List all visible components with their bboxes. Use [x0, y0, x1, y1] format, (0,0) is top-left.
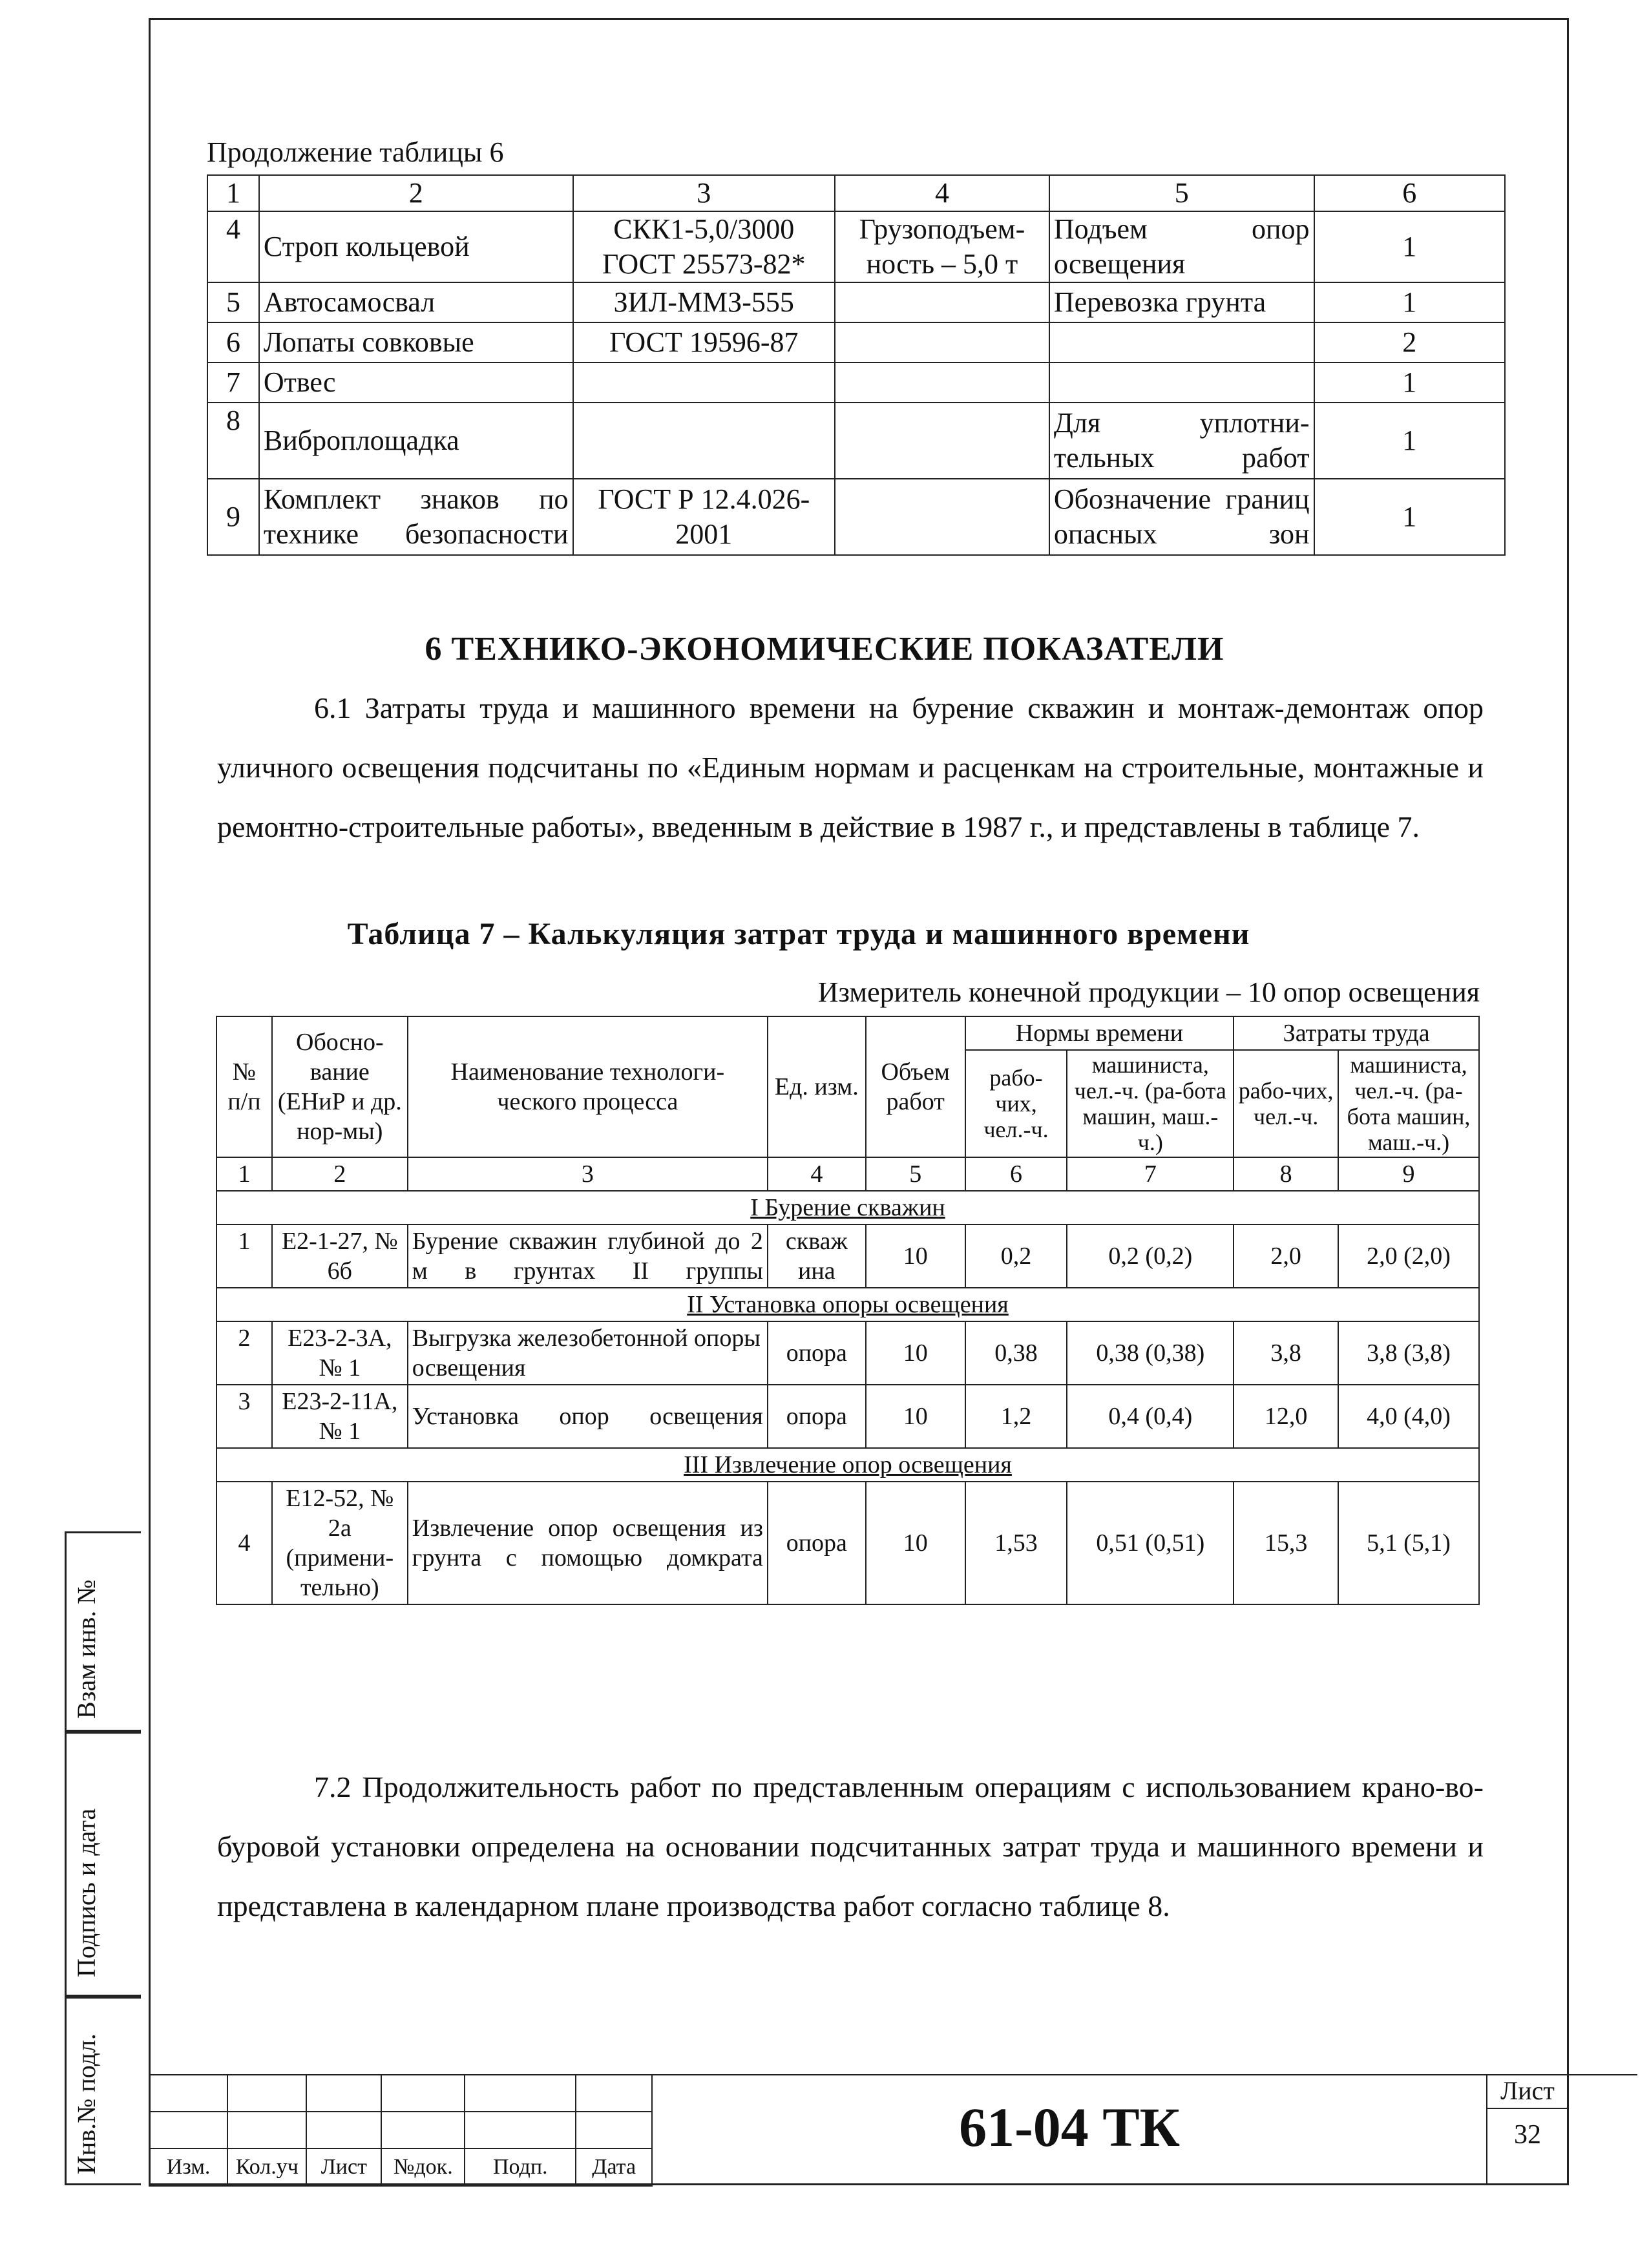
table6-cell-purpose: Обозначение границ опасных зон	[1049, 479, 1314, 555]
table7-num: 8	[1234, 1157, 1338, 1191]
table7-num: 6	[965, 1157, 1067, 1191]
table-row	[207, 211, 1505, 282]
table6-cell-spec: Грузоподъем-ность – 5,0 т	[835, 211, 1049, 282]
table6-cell-spec	[835, 362, 1049, 403]
table7-cell-unit: скваж ина	[768, 1224, 866, 1288]
table6-cell-doc	[573, 362, 835, 403]
table7-cell-basis: Е2-1-27, № 6б	[272, 1224, 408, 1288]
table7-section-row: I Бурение скважин	[216, 1191, 1479, 1224]
table7-cell-unit: опора	[768, 1385, 866, 1448]
table6-cell-qty: 1	[1314, 362, 1505, 403]
table7-num: 3	[408, 1157, 768, 1191]
table7-cell-n: 1	[216, 1224, 272, 1288]
table6-cell-qty: 1	[1314, 479, 1505, 555]
table7-cell-norm-machinist: 0,51 (0,51)	[1067, 1482, 1234, 1604]
table7-cell-norm-workers: 1,2	[965, 1385, 1067, 1448]
table7-cell-cost-workers: 2,0	[1234, 1224, 1338, 1288]
table6-cell-n: 6	[207, 322, 259, 362]
table-row	[207, 322, 1505, 362]
table7-cell-cost-machinist: 4,0 (4,0)	[1338, 1385, 1479, 1448]
table6-cell-n: 4	[207, 211, 259, 282]
table7-section-row: II Установка опоры освещения	[216, 1288, 1479, 1321]
side-label-replace: Взам инв. №	[72, 1579, 101, 1719]
table7-h-costs: Затраты труда	[1234, 1016, 1479, 1050]
table-row	[216, 1321, 1479, 1385]
table7-cell-cost-machinist: 5,1 (5,1)	[1338, 1482, 1479, 1604]
table7-cell-name: Бурение скважин глубиной до 2 м в грунтах II группы	[408, 1224, 768, 1288]
table-row	[207, 479, 1505, 555]
table7-cell-norm-workers: 0,2	[965, 1224, 1067, 1288]
table7-h-norms: Нормы времени	[965, 1016, 1234, 1050]
table7-num: 4	[768, 1157, 866, 1191]
table6-cell-purpose: Для уплотни-тельных работ	[1049, 403, 1314, 479]
table7-cell-cost-workers: 3,8	[1234, 1321, 1338, 1385]
table6-cell-purpose: Перевозка грунта	[1049, 282, 1314, 322]
table7-title: Таблица 7 – Калькуляция затрат труда и машинного времени	[347, 917, 1250, 951]
side-label-signature: Подпись и дата	[72, 1808, 101, 1977]
table6-caption: Продолжение таблицы 6	[207, 136, 504, 168]
document-code: 61-04 ТК	[959, 2096, 1180, 2158]
table7-cell-cost-workers: 15,3	[1234, 1482, 1338, 1604]
table6-cell-name: Комплект знаков по технике безопасности	[259, 479, 573, 555]
table7-cell-norm-workers: 1,53	[965, 1482, 1067, 1604]
table6-h5: 5	[1049, 175, 1314, 211]
table6-cell-purpose: Подъем опор освещения	[1049, 211, 1314, 282]
table7-header-row	[216, 1016, 1479, 1050]
table7-h-unit: Ед. изм.	[768, 1016, 866, 1157]
table6-cell-name: Отвес	[259, 362, 573, 403]
table7-cell-cost-workers: 12,0	[1234, 1385, 1338, 1448]
stamp-col-label: Кол.уч	[227, 2148, 306, 2186]
table6-h1: 1	[207, 175, 259, 211]
table6-cell-spec	[835, 282, 1049, 322]
table6-cell-purpose	[1049, 362, 1314, 403]
table7	[216, 1016, 1480, 1605]
table-row	[207, 362, 1505, 403]
table6-cell-n: 5	[207, 282, 259, 322]
table6-cell-qty: 1	[1314, 282, 1505, 322]
table7-cell-n: 3	[216, 1385, 272, 1448]
stamp-col-label: Изм.	[149, 2148, 227, 2186]
table7-h-cost-machinist: машиниста, чел.-ч. (ра-бота машин, маш.-ч.)	[1338, 1050, 1479, 1157]
table7-num: 1	[216, 1157, 272, 1191]
table6-cell-doc	[573, 403, 835, 479]
revision-table	[149, 2074, 653, 2187]
table6-cell-n: 8	[207, 403, 259, 479]
table7-cell-unit: опора	[768, 1321, 866, 1385]
sheet-number: 32	[1514, 2120, 1541, 2150]
title-block	[149, 2074, 1569, 2185]
table7-num: 5	[866, 1157, 965, 1191]
table7-cell-name: Извлечение опор освещения из грунта с помощью домкрата	[408, 1482, 768, 1604]
table7-cell-basis: Е23-2-3А, № 1	[272, 1321, 408, 1385]
table7-section-row: III Извлечение опор освещения	[216, 1448, 1479, 1482]
table-row	[216, 1482, 1479, 1604]
table7-h-vol: Объем работ	[866, 1016, 965, 1157]
table6-h4: 4	[835, 175, 1049, 211]
table7-cell-basis: Е12-52, № 2а (примени-тельно)	[272, 1482, 408, 1604]
table7-h-cost-workers: рабо-чих, чел.-ч.	[1234, 1050, 1338, 1157]
stamp-col-label: Лист	[306, 2148, 381, 2186]
table6-cell-doc: СКК1-5,0/3000 ГОСТ 25573-82*	[573, 211, 835, 282]
table7-h-n: № п/п	[216, 1016, 272, 1157]
table7-cell-n: 2	[216, 1321, 272, 1385]
section-heading: 6 ТЕХНИКО-ЭКОНОМИЧЕСКИЕ ПОКАЗАТЕЛИ	[425, 631, 1224, 667]
table-row	[207, 403, 1505, 479]
table7-cell-vol: 10	[866, 1385, 965, 1448]
table7-cell-cost-machinist: 3,8 (3,8)	[1338, 1321, 1479, 1385]
table6-cell-spec	[835, 322, 1049, 362]
table7-cell-n: 4	[216, 1482, 272, 1604]
table6-cell-name: Строп кольцевой	[259, 211, 573, 282]
table7-cell-vol: 10	[866, 1482, 965, 1604]
table6-cell-n: 7	[207, 362, 259, 403]
table7-num: 2	[272, 1157, 408, 1191]
table6-cell-spec	[835, 479, 1049, 555]
table6	[207, 174, 1506, 556]
table-row	[207, 282, 1505, 322]
table7-cell-cost-machinist: 2,0 (2,0)	[1338, 1224, 1479, 1288]
table6-header-row	[207, 175, 1505, 211]
table7-num: 9	[1338, 1157, 1479, 1191]
stamp-col-label: №док.	[381, 2148, 465, 2186]
table7-cell-basis: Е23-2-11А, № 1	[272, 1385, 408, 1448]
table7-h-norm-workers: рабо-чих, чел.-ч.	[965, 1050, 1067, 1157]
paragraph-6-1: 6.1 Затраты труда и машинного времени на бурение скважин и монтаж-демонтаж опор уличного освещения подсчитаны по «Единым нормам и расценкам на строительные, монтажные и ремонтно-строительные работы», введенным в действие в 1987 г., и представлены в таблице 7.	[217, 691, 1484, 843]
table7-cell-norm-machinist: 0,38 (0,38)	[1067, 1321, 1234, 1385]
table7-cell-norm-workers: 0,38	[965, 1321, 1067, 1385]
table-row	[216, 1385, 1479, 1448]
table6-cell-name: Автосамосвал	[259, 282, 573, 322]
table6-cell-purpose	[1049, 322, 1314, 362]
sheet-label: Лист	[1486, 2074, 1569, 2109]
table6-cell-qty: 2	[1314, 322, 1505, 362]
table6-cell-n: 9	[207, 479, 259, 555]
table6-cell-name: Виброплощадка	[259, 403, 573, 479]
table6-cell-qty: 1	[1314, 211, 1505, 282]
table-row	[216, 1224, 1479, 1288]
table7-h-norm-machinist: машиниста, чел.-ч. (ра-бота машин, маш.-ч.)	[1067, 1050, 1234, 1157]
table7-cell-name: Установка опор освещения	[408, 1385, 768, 1448]
table7-measure: Измеритель конечной продукции – 10 опор освещения	[817, 976, 1480, 1008]
table7-cell-unit: опора	[768, 1482, 866, 1604]
table6-cell-doc: ГОСТ 19596-87	[573, 322, 835, 362]
table7-cell-vol: 10	[866, 1224, 965, 1288]
table7-number-row	[216, 1157, 1479, 1191]
stamp-col-label: Дата	[576, 2148, 652, 2186]
table6-h3: 3	[573, 175, 835, 211]
table7-h-basis: Обосно-вание (ЕНиР и др. нор-мы)	[272, 1016, 408, 1157]
table7-cell-vol: 10	[866, 1321, 965, 1385]
side-label-inventory: Инв.№ подл.	[72, 2033, 101, 2174]
table7-cell-norm-machinist: 0,2 (0,2)	[1067, 1224, 1234, 1288]
table6-cell-spec	[835, 403, 1049, 479]
table7-cell-name: Выгрузка железобетонной опоры освещения	[408, 1321, 768, 1385]
table6-h6: 6	[1314, 175, 1505, 211]
table7-cell-norm-machinist: 0,4 (0,4)	[1067, 1385, 1234, 1448]
table6-cell-doc: ГОСТ Р 12.4.026-2001	[573, 479, 835, 555]
table6-cell-qty: 1	[1314, 403, 1505, 479]
table7-num: 7	[1067, 1157, 1234, 1191]
paragraph-7-2: 7.2 Продолжительность работ по представленным операциям с использованием крано-во-буровой установки определена на основании подсчитанных затрат труда и машинного времени и представлена в календарном плане производства работ согласно таблице 8.	[217, 1770, 1484, 1922]
table6-cell-doc: ЗИЛ-ММЗ-555	[573, 282, 835, 322]
stamp-col-label: Подп.	[465, 2148, 576, 2186]
table6-cell-name: Лопаты совковые	[259, 322, 573, 362]
table6-h2: 2	[259, 175, 573, 211]
table7-h-name: Наименование технологи-ческого процесса	[408, 1016, 768, 1157]
